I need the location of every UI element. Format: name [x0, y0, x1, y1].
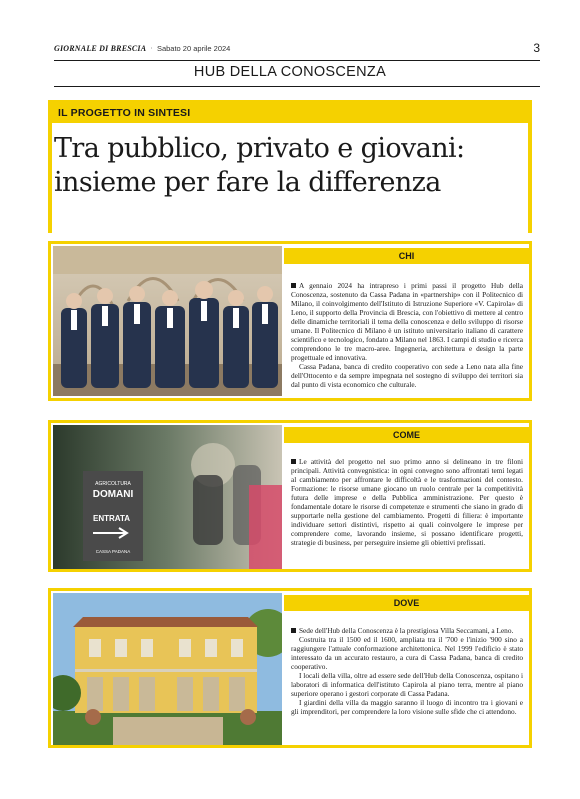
page-number: 3: [533, 41, 540, 55]
bullet-icon: [291, 459, 296, 464]
masthead: [54, 41, 540, 58]
section-rule: [54, 86, 540, 87]
text-dove: [291, 626, 523, 716]
villa-photo: [53, 593, 282, 745]
paragraph: I locali della villa, oltre ad essere sede dell'Hub della Conoscenza, ospitano i laboratori di informatica dell'istituto Capirola al piano terra, mentre al piano superiore operano i gestori corporate di Cassa Padana.: [291, 671, 523, 698]
block-dove: [48, 588, 532, 748]
paragraph: [291, 457, 523, 547]
newspaper-name: GIORNALE DI BRESCIA: [54, 44, 147, 53]
group-photo-image: [53, 246, 282, 396]
sign-title-large: DOMANI: [92, 489, 134, 500]
paragraph: Costruita tra il 1500 ed il 1600, ampliata tra il '700 e l'inizio '900 sino a raggiungere l'attuale conformazione architettonica. Nel 1999 l'edificio è stato interessato da un accurato restauro, a cura di Cassa Padana, banca di credito cooperativo.: [291, 635, 523, 671]
label-chi: CHI: [284, 248, 529, 264]
event-photo: [53, 425, 282, 569]
group-photo: [53, 246, 282, 396]
sign-logo: CASSA PADANA: [95, 549, 131, 554]
text-chi: [291, 281, 523, 389]
bullet-icon: [291, 628, 296, 633]
paragraph-text: Sede dell'Hub della Conoscenza è la prestigiosa Villa Seccamani, a Leno.: [299, 626, 514, 635]
sign-entrance: ENTRATA: [93, 514, 131, 523]
paragraph: I giardini della villa da maggio saranno il luogo di incontro tra i giovani e gli imprenditori, per comprendere la loro visione sulle sfide che ci attendono.: [291, 698, 523, 716]
bullet-icon: [291, 283, 296, 288]
paragraph-text: Le attività del progetto nel suo primo anno si delineano in tre filoni principali. Attività convegnistica: in ogni convegno sono affrontati temi legati al cambiamento per affrontare le difficoltà e le trasformazioni del contesto. Formazione: le risorse umane giocano un ruolo centrale per la competitività futura delle imprese e della Pubblica amministrazione. Per questo è fondamentale dotare le risorse di competenze e strumenti che siano in grado di supportarle nella gestione del cambiamento. Progetti di filiera: è importante individuare settori distintivi, rispetto ai quali coinvolgere le imprese per comprendere come, lavorando insieme, si possano identificare progetti, strategie di business, per perseguire insieme gli obiettivi prefissati.: [291, 457, 523, 547]
issue-date: Sabato 20 aprile 2024: [156, 44, 231, 53]
label-come: COME: [284, 427, 529, 443]
masthead-rule: [54, 60, 540, 61]
event-photo-image: [53, 425, 282, 569]
kicker: IL PROGETTO IN SINTESI: [52, 104, 528, 123]
paragraph-text: A gennaio 2024 ha intrapreso i primi passi il progetto Hub della Conoscenza, sostenuto da Cassa Padana in «partnership» con il Politecnico di Milano, il coinvolgimento dell'Istituto di Istruzione Superiore «V. Capirola» di Leno, il supporto della Provincia di Brescia, con l'obiettivo di mettere al centro delle dinamiche territoriali il tema della conoscenza e dello sviluppo di risorse umane. Il Politecnico di Milano è un istituto universitario italiano di carattere scientifico e tecnologico, fondato a Milano nel 1863. I campi di studio e ricerca comprendono le tre macro-aree. Ingegneria, architettura e design la parte progettuale ed innovativa.: [291, 281, 524, 362]
label-dove: DOVE: [284, 595, 529, 611]
headline: Tra pubblico, privato e giovani: insieme per fare la differenza: [54, 133, 465, 198]
block-chi: [48, 241, 532, 401]
paragraph: [291, 281, 523, 362]
text-come: [291, 457, 523, 547]
villa-photo-image: [53, 593, 282, 745]
sign-title-small: AGRICOLTURA: [95, 481, 131, 487]
block-come: [48, 420, 532, 572]
paragraph: [291, 626, 523, 635]
masthead-separator: ·: [150, 44, 153, 53]
section-title: HUB DELLA CONOSCENZA: [193, 64, 387, 80]
paragraph: Cassa Padana, banca di credito cooperativo con sede a Leno nata alla fine dell'Ottocento e da sempre impegnata nel sostegno di sviluppo dei territori sia dal punto di vista economico che culturale.: [291, 362, 523, 389]
